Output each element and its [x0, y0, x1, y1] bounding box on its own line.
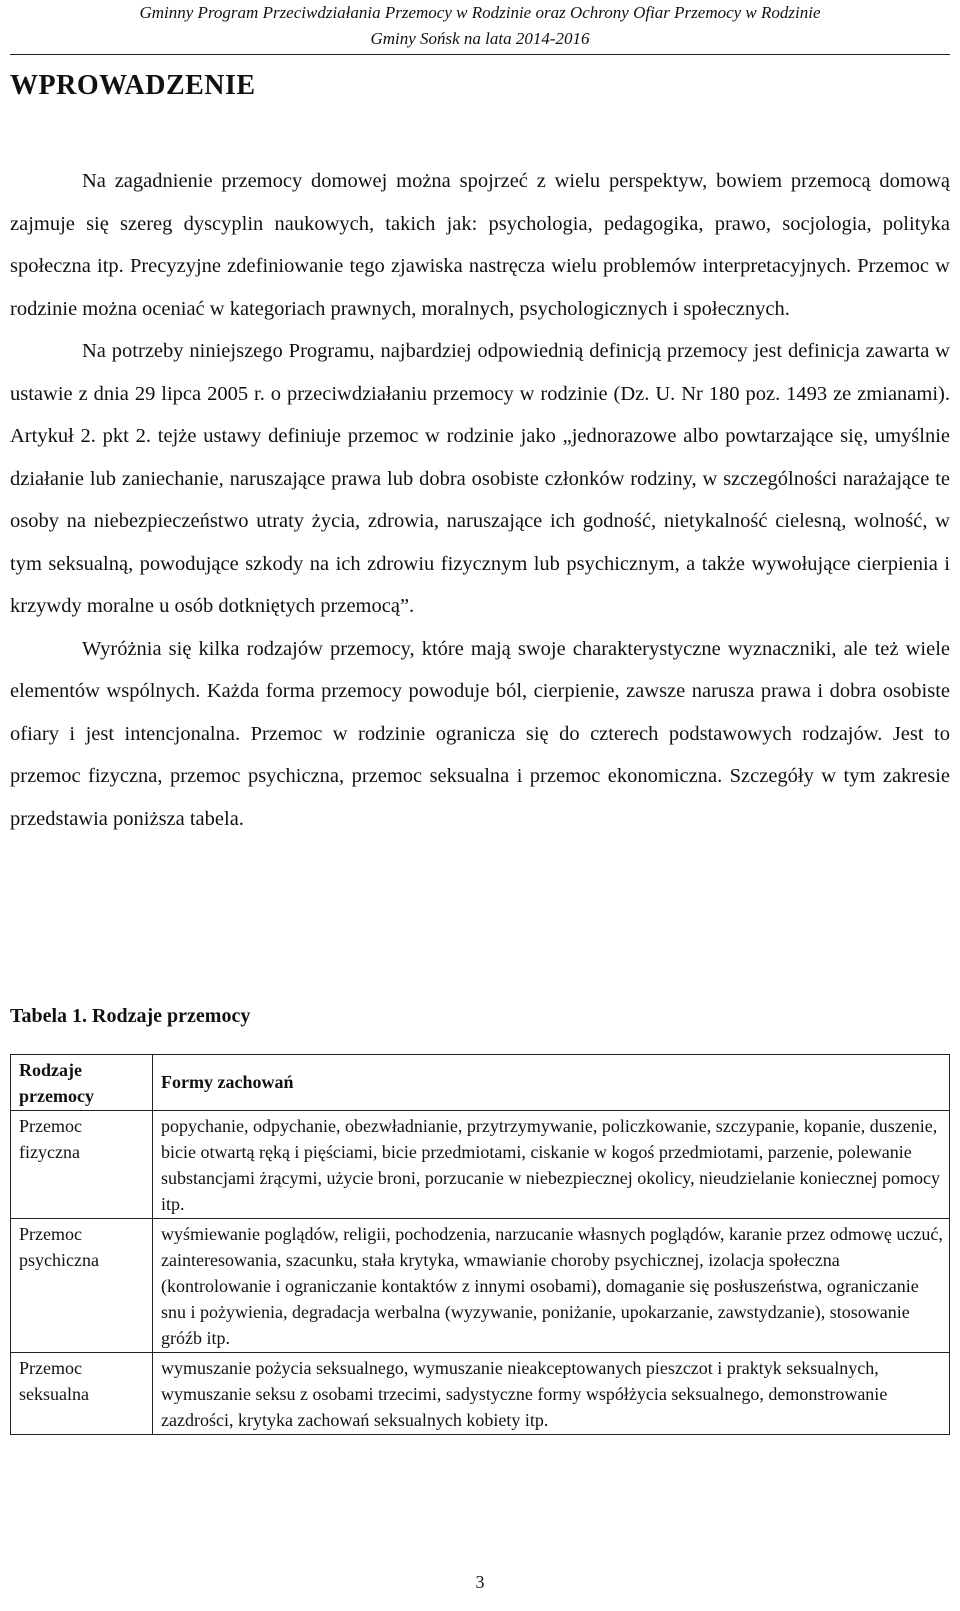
violence-type-cell: Przemoc fizyczna: [11, 1111, 153, 1219]
violence-type-cell: Przemoc psychiczna: [11, 1219, 153, 1353]
body-text: [10, 160, 950, 840]
header-line-1: Gminny Program Przeciwdziałania Przemocy w Rodzinie oraz Ochrony Ofiar Przemocy w Rodzinie: [139, 3, 821, 22]
header-cell-forms: Formy zachowań: [153, 1055, 950, 1111]
table-row: [11, 1219, 950, 1353]
paragraph: Wyróżnia się kilka rodzajów przemocy, które mają swoje charakterystyczne wyznaczniki, ale też wiele elementów wspólnych. Każda forma przemocy powoduje ból, cierpienie, zawsze narusza prawa i dobra osobiste ofiary i jest intencjonalna. Przemoc w rodzinie ogranicza się do czterech podstawowych rodzajów. Jest to przemoc fizyczna, przemoc psychiczna, przemoc seksualna i przemoc ekonomiczna. Szczegóły w tym zakresie przedstawia poniższa tabela.: [10, 637, 950, 830]
header-cell-type: Rodzaje przemocy: [11, 1055, 153, 1111]
violence-types-table: [10, 1054, 950, 1435]
page-number: 3: [475, 1572, 485, 1592]
running-header: [0, 0, 960, 52]
table-header-row: [11, 1055, 950, 1111]
table-row: [11, 1353, 950, 1435]
paragraph: Na potrzeby niniejszego Programu, najbardziej odpowiednią definicją przemocy jest definicja zawarta w ustawie z dnia 29 lipca 2005 r. o przeciwdziałaniu przemocy w rodzinie (Dz. U. Nr 180 poz. 1493 ze zmianami). Artykuł 2. pkt 2. tejże ustawy definiuje przemoc w rodzinie jako „jednorazowe albo powtarzające się, umyślnie działanie lub zaniechanie, naruszające prawa lub dobra osobiste członków rodziny, w szczególności narażające te osoby na niebezpieczeństwo utraty życia, zdrowia, naruszające ich godność, nietykalność cielesną, wolność, w tym seksualną, powodujące szkody na ich zdrowiu fizycznym lub psychicznym, a także wywołujące cierpienia i krzywdy moralne u osób dotkniętych przemocą”.: [10, 340, 950, 617]
violence-type-cell: Przemoc seksualna: [11, 1353, 153, 1435]
behavior-forms-cell: wyśmiewanie poglądów, religii, pochodzenia, narzucanie własnych poglądów, karanie przez odmowę uczuć, zainteresowania, szacunku, stała krytyka, wmawianie choroby psychicznej, izolacja społeczna (kontrolowanie i ograniczanie kontaktów z innymi osobami), domaganie się posłuszeństwa, ograniczanie snu i pożywienia, degradacja werbalna (wyzywanie, poniżanie, upokarzanie, zawstydzanie), stosowanie gróźb itp.: [153, 1219, 950, 1353]
behavior-forms-cell: popychanie, odpychanie, obezwładnianie, przytrzymywanie, policzkowanie, szczypanie, kopanie, duszenie, bicie otwartą ręką i pięściami, bicie przedmiotami, ciskanie w kogoś przedmiotami, parzenie, polewanie substancjami żrącymi, użycie broni, porzucanie w niebezpiecznej okolicy, nieudzielanie koniecznej pomocy itp.: [153, 1111, 950, 1219]
section-title: WPROWADZENIE: [10, 70, 256, 101]
header-divider: [10, 54, 950, 55]
header-line-2: Gminy Sońsk na lata 2014-2016: [370, 29, 590, 48]
table-row: [11, 1111, 950, 1219]
table-caption: Tabela 1. Rodzaje przemocy: [10, 1005, 251, 1027]
paragraph: Na zagadnienie przemocy domowej można spojrzeć z wielu perspektyw, bowiem przemocą domową zajmuje się szereg dyscyplin naukowych, takich jak: psychologia, pedagogika, prawo, socjologia, polityka społeczna itp. Precyzyjne zdefiniowanie tego zjawiska nastręcza wielu problemów interpretacyjnych. Przemoc w rodzinie można oceniać w kategoriach prawnych, moralnych, psychologicznych i społecznych.: [10, 170, 950, 320]
behavior-forms-cell: wymuszanie pożycia seksualnego, wymuszanie nieakceptowanych pieszczot i praktyk seksualnych, wymuszanie seksu z osobami trzecimi, sadystyczne formy współżycia seksualnego, demonstrowanie zazdrości, krytyka zachowań seksualnych kobiety itp.: [153, 1353, 950, 1435]
